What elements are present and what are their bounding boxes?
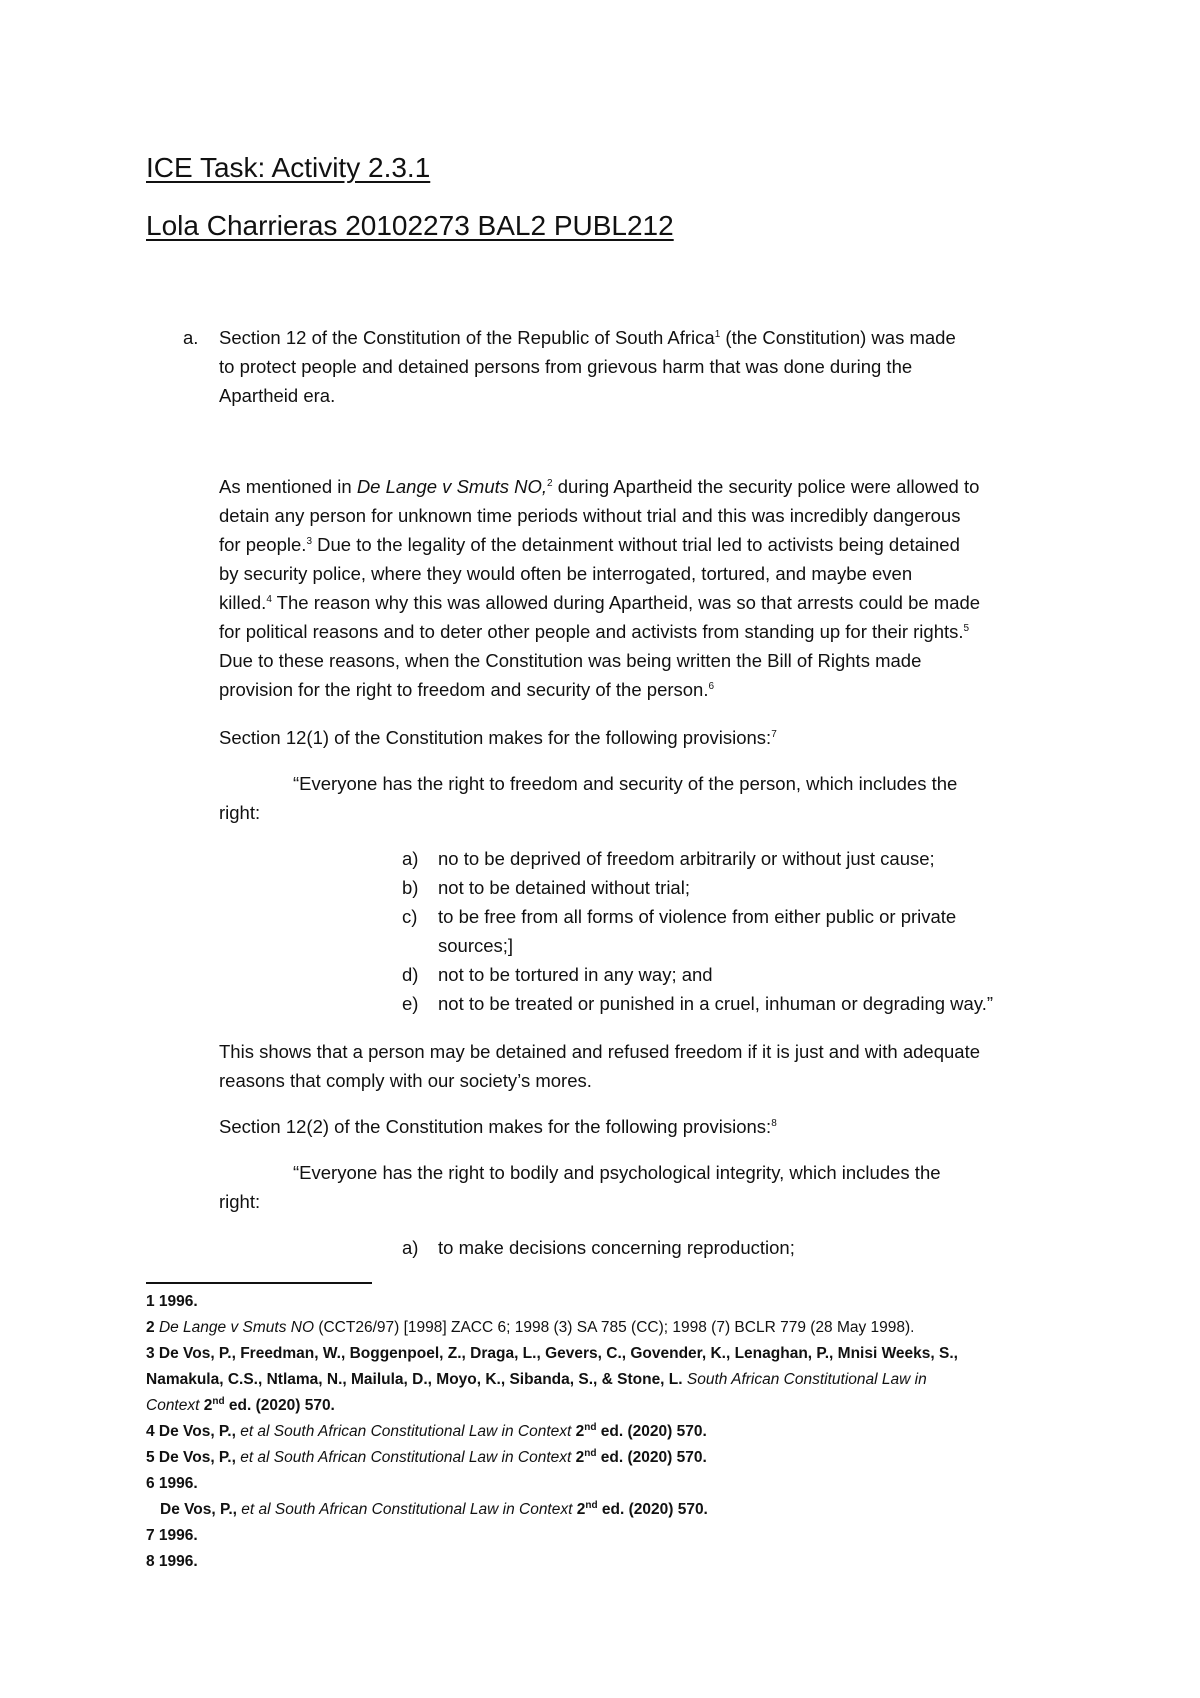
provision-text: not to be detained without trial; [438, 877, 690, 898]
section-12-2-intro: Section 12(2) of the Constitution makes for the following provisions:$^8$ [219, 1116, 777, 1137]
case-name: De Lange v Smuts NO, [356, 476, 548, 497]
provision-marker: a) [402, 1237, 419, 1258]
author-line: Lola Charrieras 20102273 BAL2 PUBL212 [146, 210, 674, 241]
footnote-1: 1 1996. [146, 1293, 198, 1310]
para-b-line-8: provision for the right to freedom and security of the person.$^6$ [219, 679, 715, 700]
provision-text: no to be deprived of freedom arbitrarily or without just cause; [438, 848, 935, 869]
footnote-ref-6[interactable]: 6 [708, 680, 715, 692]
provision-marker: c) [402, 906, 418, 927]
para-b-line-5: killed.$^4$ The reason why this was allowed during Apartheid, was so that arrests could be made [219, 592, 981, 613]
para-a-line-2: to protect people and detained persons from grievous harm that was done during the [219, 356, 913, 377]
provision-text-continued: sources;] [438, 935, 514, 956]
document-title: ICE Task: Activity 2.3.1 [146, 152, 431, 183]
provision-marker: a) [402, 848, 419, 869]
para-b-line-7: Due to these reasons, when the Constitution was being written the Bill of Rights made [219, 650, 922, 671]
footnote-ref-4[interactable]: 4 [266, 593, 272, 605]
para-b-line-3: for people.$^3$ Due to the legality of the detainment without trial led to activists being detained [219, 534, 960, 555]
footnote-5: 5 De Vos, P., et al South African Constitutional Law in Context 2nd ed. (2020) 570. [146, 1447, 707, 1466]
provision-text: to make decisions concerning reproduction; [438, 1237, 795, 1258]
footnote-ref-3[interactable]: 3 [306, 535, 312, 547]
para-b-line-2: detain any person for unknown time periods without trial and this was incredibly dangerous [219, 505, 961, 526]
footnote-7: 7 1996. [146, 1527, 198, 1544]
para-c-line-2: reasons that comply with our society’s mores. [219, 1070, 592, 1091]
provision-text: not to be treated or punished in a cruel, inhuman or degrading way.” [438, 993, 993, 1014]
footnote-3-line-1: 3 De Vos, P., Freedman, W., Boggenpoel, Z., Draga, L., Gevers, C., Govender, K., Lenaghan, P., Mnisi Weeks, S., [146, 1345, 958, 1362]
para-c-line-1: This shows that a person may be detained and refused freedom if it is just and with adequate [219, 1041, 981, 1062]
provision-marker: e) [402, 993, 419, 1014]
section-12-2-quote-line-1: “Everyone has the right to bodily and psychological integrity, which includes the [293, 1162, 941, 1183]
provision-text: to be free from all forms of violence from either public or private [438, 906, 957, 927]
para-b-line-6: for political reasons and to deter other people and activists from standing up for their rights.$^5$ [219, 621, 970, 642]
footnote-8: 8 1996. [146, 1553, 198, 1570]
footnote-ref-5[interactable]: 5 [963, 622, 970, 634]
footnote-ref-1[interactable]: 1 [714, 328, 721, 340]
para-a-line-1: Section 12 of the Constitution of the Republic of South Africa$^1$ (the Constitution) was made [219, 327, 956, 348]
footnote-3-line-2: Namakula, C.S., Ntlama, N., Mailula, D., Moyo, K., Sibanda, S., & Stone, L. South African Constitutional Law in [146, 1371, 927, 1388]
footnote-6: 6 1996. [146, 1475, 198, 1492]
footnote-ref-8[interactable]: 8 [771, 1117, 777, 1129]
footnote-3-line-3: Context 2nd ed. (2020) 570. [146, 1395, 335, 1414]
footnote-ref-7[interactable]: 7 [771, 728, 777, 740]
footnote-2: 2 De Lange v Smuts NO (CCT26/97) [1998] ZACC 6; 1998 (3) SA 785 (CC); 1998 (7) BCLR 779 (28 May 1998). [146, 1319, 915, 1336]
para-b-line-4: by security police, where they would often be interrogated, tortured, and maybe even [219, 563, 913, 584]
provision-text: not to be tortured in any way; and [438, 964, 713, 985]
section-12-1-quote-line-2: right: [219, 802, 261, 823]
section-12-1-intro: Section 12(1) of the Constitution makes for the following provisions:$^7$ [219, 727, 777, 748]
provision-marker: b) [402, 877, 419, 898]
para-b-line-1: As mentioned in De Lange v Smuts NO,$^2$ during Apartheid the security police were allowed to [219, 476, 980, 497]
footnote-ref-2[interactable]: 2 [547, 477, 553, 489]
footnote-separator [146, 1282, 372, 1284]
provision-marker: d) [402, 964, 419, 985]
section-12-1-quote-line-1: “Everyone has the right to freedom and security of the person, which includes the [293, 773, 958, 794]
footnote-4: 4 De Vos, P., et al South African Constitutional Law in Context 2nd ed. (2020) 570. [146, 1421, 707, 1440]
para-a-line-3: Apartheid era. [219, 385, 336, 406]
footnote-6-continued: De Vos, P., et al South African Constitutional Law in Context 2nd ed. (2020) 570. [160, 1499, 708, 1518]
section-12-2-quote-line-2: right: [219, 1191, 261, 1212]
list-marker-a: a. [183, 327, 199, 348]
